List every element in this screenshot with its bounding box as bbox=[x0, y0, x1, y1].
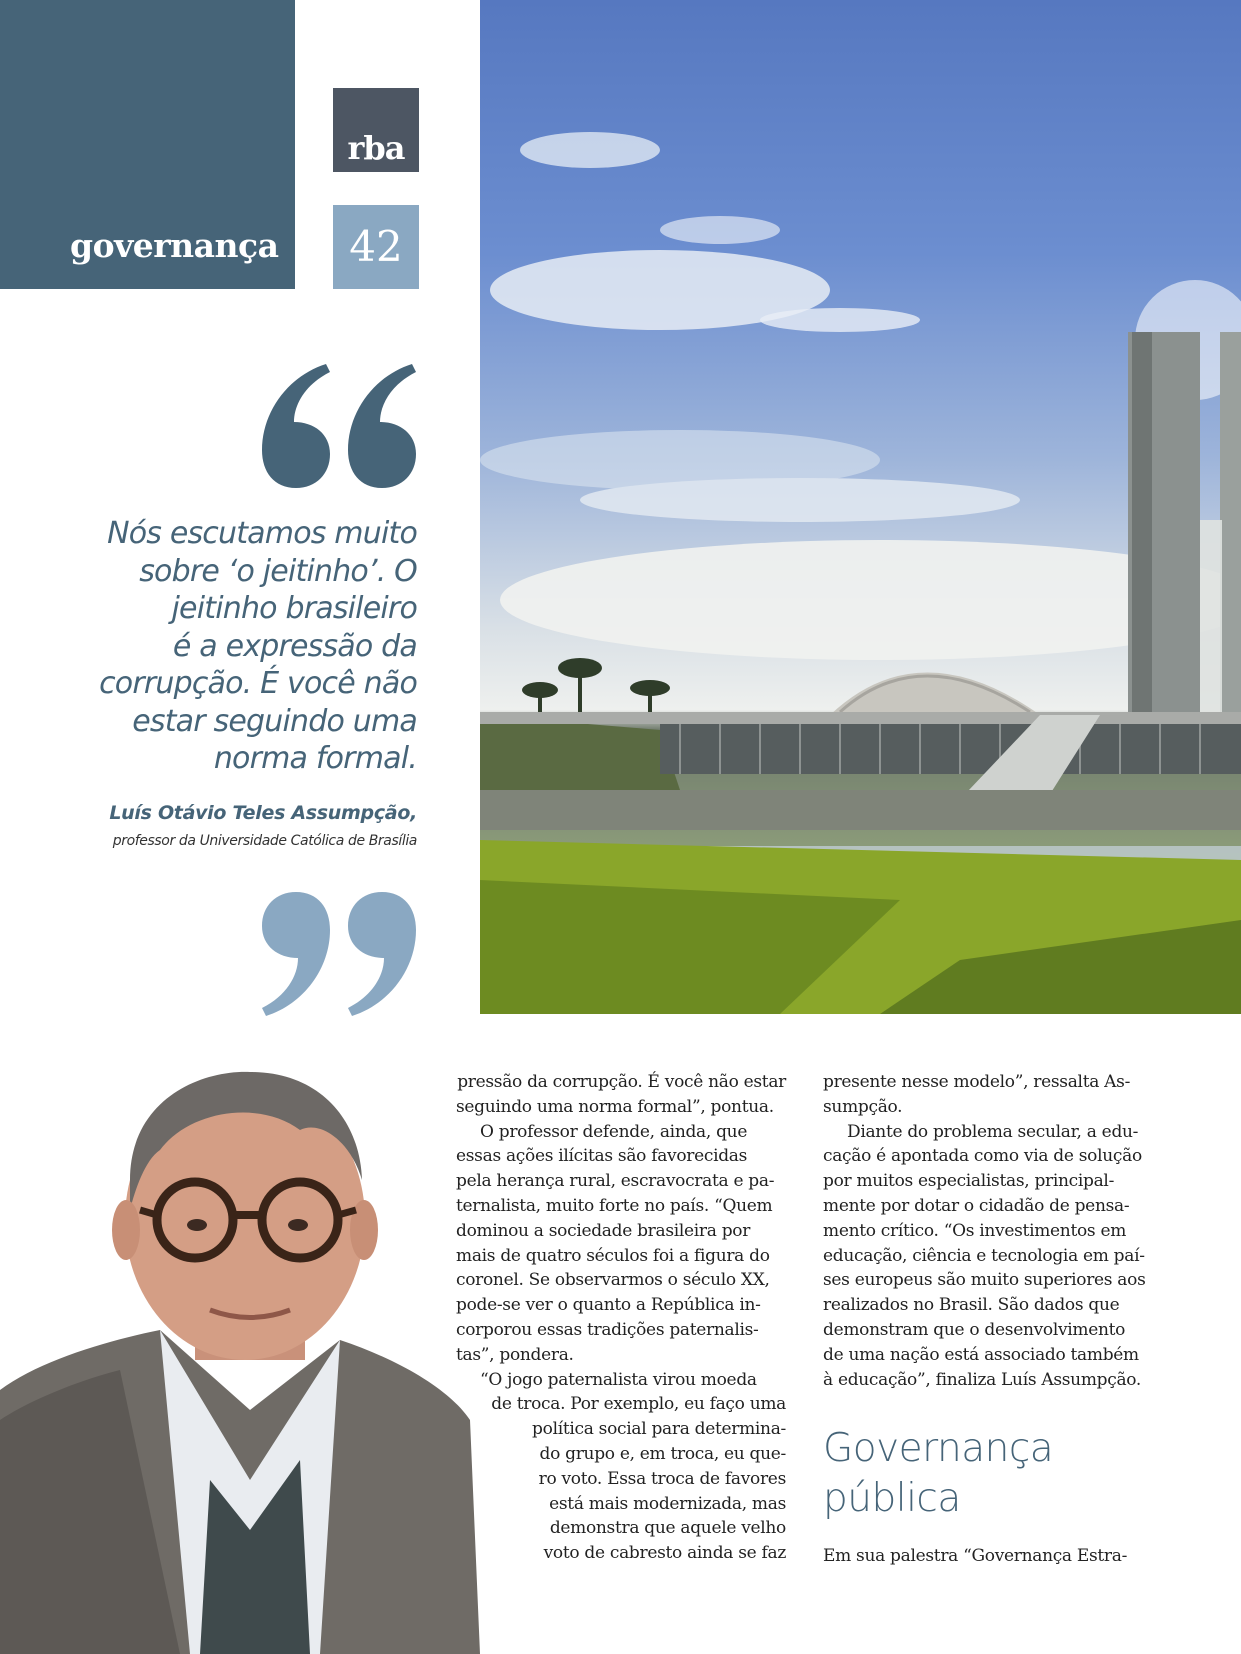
article-column-1 bbox=[456, 1070, 786, 1566]
section-subheading bbox=[823, 1424, 1153, 1524]
article-line: coronel. Se observarmos o século XX, bbox=[456, 1270, 770, 1291]
article-line: voto de cabresto ainda se faz bbox=[543, 1543, 786, 1564]
article-line: à educação”, finaliza Luís Assumpção. bbox=[823, 1369, 1142, 1390]
article-column-2-continued bbox=[823, 1544, 1153, 1569]
article-line: corporou essas tradições paternalis- bbox=[456, 1319, 759, 1340]
article-line: pressão da corrupção. É você não estar bbox=[457, 1072, 786, 1092]
article-line: “O jogo paternalista virou moeda bbox=[480, 1369, 757, 1390]
article-line: mente por dotar o cidadão de pensa- bbox=[823, 1195, 1130, 1216]
pull-quote-line: norma formal. bbox=[213, 741, 417, 776]
article-line: política social para determina- bbox=[532, 1419, 786, 1440]
congress-photo bbox=[480, 0, 1241, 1014]
quote-author: Luís Otávio Teles Assumpção, bbox=[109, 802, 417, 824]
author-portrait-art bbox=[0, 1060, 500, 1654]
open-quote-icon bbox=[262, 362, 422, 492]
article-line: tas”, pondera. bbox=[456, 1344, 574, 1365]
close-quote-icon bbox=[262, 888, 422, 1018]
article-line: essas ações ilícitas são favorecidas bbox=[456, 1146, 748, 1167]
article-line: Em sua palestra “Governança Estra- bbox=[823, 1546, 1128, 1566]
pull-quote-line: é a expressão da bbox=[172, 628, 417, 664]
article-line: sumpção. bbox=[823, 1096, 903, 1117]
article-line: por muitos especialistas, principal- bbox=[823, 1171, 1115, 1192]
quote-author-role: professor da Universidade Católica de Brasília bbox=[112, 833, 417, 849]
pull-quote-line: estar seguindo uma bbox=[132, 703, 417, 739]
article-line: dominou a sociedade brasileira por bbox=[456, 1220, 751, 1241]
article-line: mento crítico. “Os investimentos em bbox=[823, 1220, 1127, 1241]
article-column-2 bbox=[823, 1070, 1153, 1392]
article-line: ternalista, muito forte no país. “Quem bbox=[456, 1195, 773, 1216]
article-line: presente nesse modelo”, ressalta As- bbox=[823, 1072, 1131, 1092]
brand-logo: rba bbox=[333, 88, 419, 172]
section-title: governança bbox=[70, 226, 279, 265]
pull-quote-line: sobre ‘o jeitinho’. O bbox=[139, 553, 417, 589]
subheading-line: pública bbox=[823, 1476, 961, 1521]
author-portrait bbox=[0, 1060, 500, 1654]
article-line: cação é apontada como via de solução bbox=[823, 1146, 1142, 1167]
article-line: educação, ciência e tecnologia em paí- bbox=[823, 1245, 1145, 1266]
article-line: realizados no Brasil. São dados que bbox=[823, 1295, 1120, 1316]
article-line: do grupo e, em troca, eu que- bbox=[539, 1443, 786, 1464]
pull-quote-line: Nós escutamos muito bbox=[107, 516, 417, 551]
pull-quote-line: corrupção. É você não bbox=[99, 666, 417, 701]
article-line: pode-se ver o quanto a República in- bbox=[456, 1295, 761, 1316]
article-line: mais de quatro séculos foi a figura do bbox=[456, 1245, 770, 1266]
article-line: de uma nação está associado também bbox=[823, 1344, 1139, 1365]
article-line: de troca. Por exemplo, eu faço uma bbox=[491, 1394, 786, 1415]
article-line: Diante do problema secular, a edu- bbox=[847, 1121, 1139, 1142]
article-line: está mais modernizada, mas bbox=[549, 1493, 786, 1514]
article-line: ses europeus são muito superiores aos bbox=[823, 1270, 1146, 1291]
article-line: pela herança rural, escravocrata e pa- bbox=[456, 1171, 775, 1192]
article-line: demonstra que aquele velho bbox=[549, 1518, 786, 1539]
pull-quote bbox=[60, 515, 417, 778]
subheading-line: Governança bbox=[823, 1426, 1054, 1471]
article-line: ro voto. Essa troca de favores bbox=[538, 1468, 786, 1489]
article-line: demonstram que o desenvolvimento bbox=[823, 1319, 1126, 1340]
congress-photo-art bbox=[480, 0, 1241, 1014]
article-line: seguindo uma norma formal”, pontua. bbox=[456, 1096, 774, 1117]
article-line: O professor defende, ainda, que bbox=[480, 1121, 748, 1142]
pull-quote-line: jeitinho brasileiro bbox=[171, 591, 417, 626]
page-number: 42 bbox=[333, 205, 419, 289]
